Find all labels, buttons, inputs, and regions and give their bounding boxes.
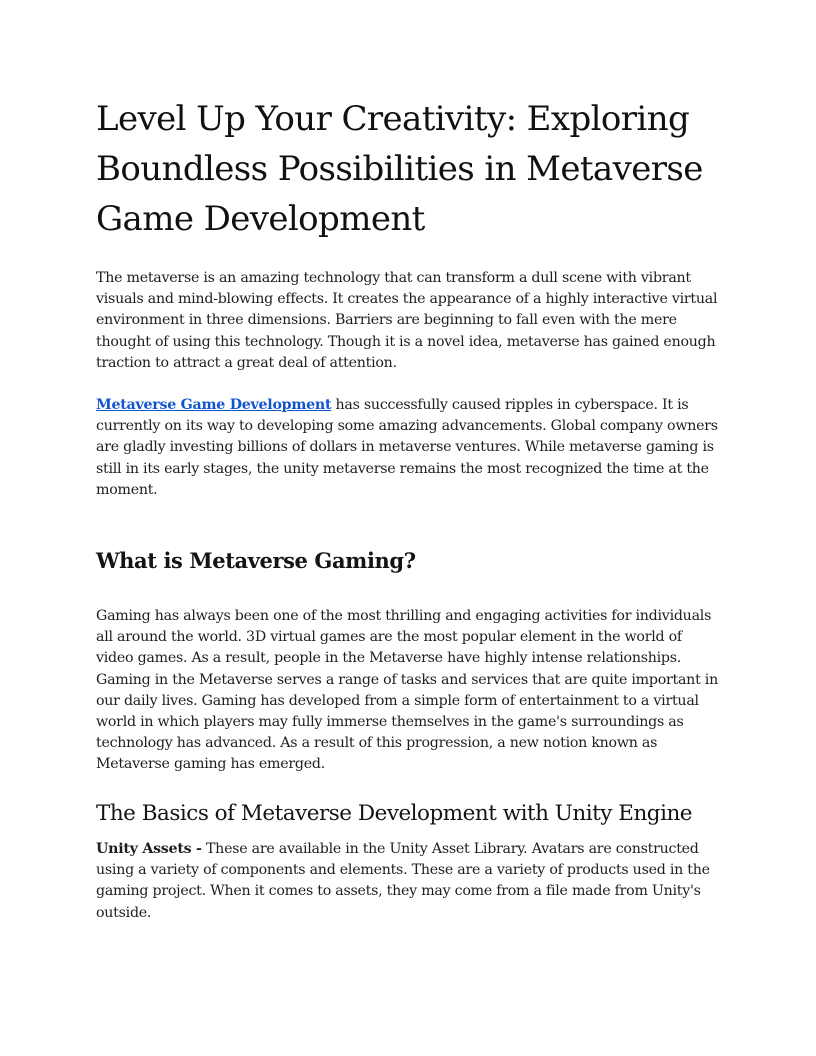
- unity-assets-term: Unity Assets -: [96, 841, 202, 857]
- heading-what-is-metaverse-gaming: What is Metaverse Gaming?: [96, 548, 416, 573]
- game-development-paragraph: [96, 395, 722, 501]
- unity-assets-paragraph: [96, 839, 722, 924]
- metaverse-gaming-paragraph: Gaming has always been one of the most thrilling and engaging activities for individuals all around the world. 3D virtual games are the most popular element in the world of video games. As a result, people in the Metaverse have highly intense relationships. Gaming in the Metaverse serves a range of tasks and services that are quite important in our daily lives. Gaming has developed from a simple form of entertainment to a virtual world in which players may fully immerse themselves in the game's surroundings as technology has advanced. As a result of this progression, a new notion known as Metaverse gaming has emerged.: [96, 608, 718, 773]
- intro-paragraph: The metaverse is an amazing technology that can transform a dull scene with vibrant visuals and mind-blowing effects. It creates the appearance of a highly interactive virtual environment in three dimensions. Barriers are beginning to fall even with the mere thought of using this technology. Though it is a novel idea, metaverse has gained enough traction to attract a great deal of attention.: [96, 270, 718, 371]
- heading-basics-unity-engine: The Basics of Metaverse Development with Unity Engine: [96, 801, 693, 826]
- game-development-paragraph-text: has successfully caused ripples in cyberspace. It is currently on its way to developing some amazing advancements. Global company owners are gladly investing billions of dollars in metaverse ventures. While metaverse gaming is still in its early stages, the unity metaverse remains the most recognized the time at the moment.: [96, 397, 718, 498]
- metaverse-game-development-link[interactable]: Metaverse Game Development: [96, 397, 332, 413]
- document-title: Level Up Your Creativity: Exploring Boundless Possibilities in Metaverse Game Development: [96, 99, 703, 239]
- unity-assets-text: These are available in the Unity Asset Library. Avatars are constructed using a variety of components and elements. These are a variety of products used in the gaming project. When it comes to assets, they may come from a file made from Unity's outside.: [96, 841, 710, 921]
